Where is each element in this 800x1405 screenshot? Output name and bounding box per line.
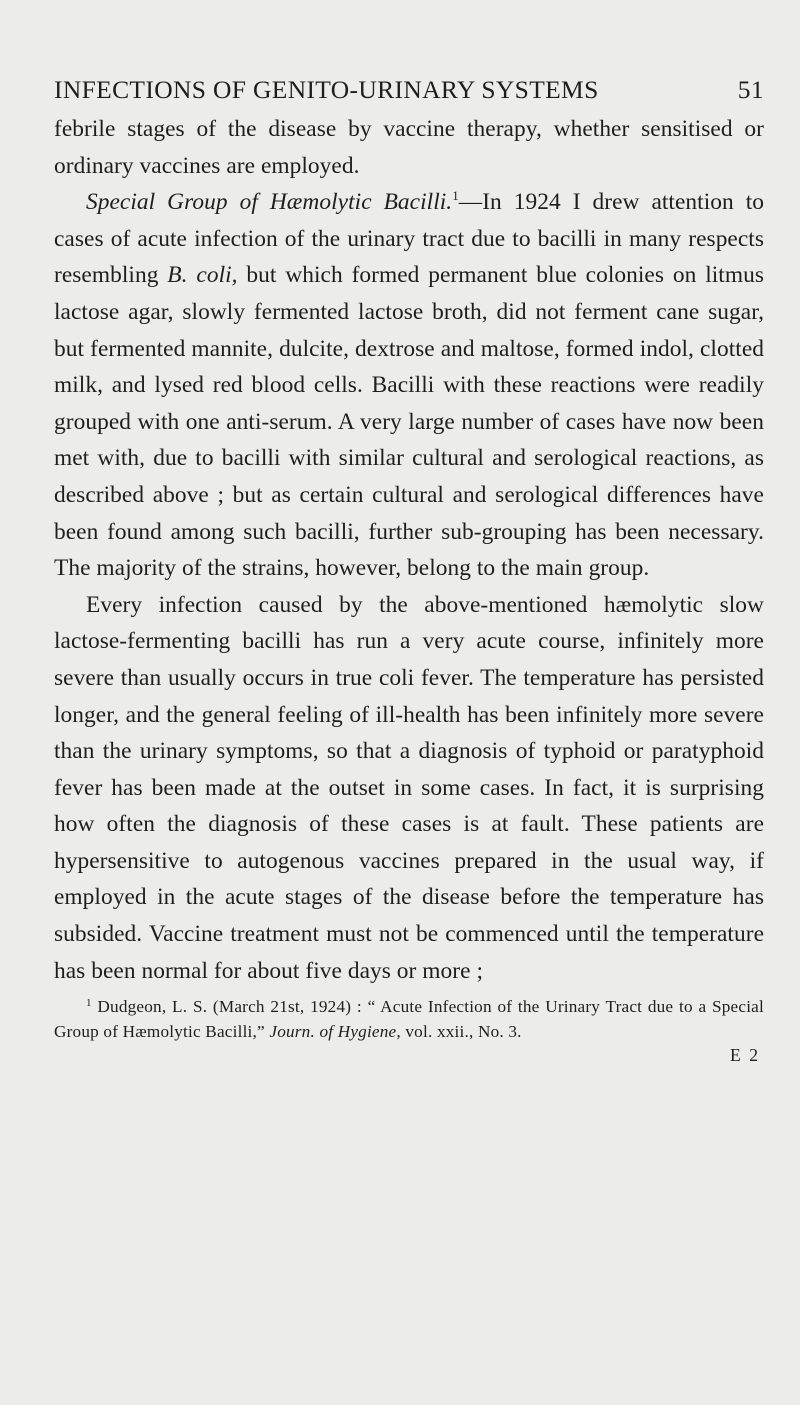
- printer-signature: E 2: [730, 1045, 760, 1066]
- organism-name: B. coli,: [167, 262, 238, 289]
- paragraph-infection-course: [54, 587, 764, 990]
- running-title: INFECTIONS OF GENITO-URINARY SYSTEMS: [54, 75, 599, 104]
- paragraph-text: febrile stages of the disease by vaccine therapy, whether sensitised or ordinary vaccines are employed.: [54, 116, 764, 179]
- running-header: [54, 70, 764, 110]
- section-heading: Special Group of Hæmolytic Bacilli.: [86, 189, 453, 216]
- paragraph-text: —In 1924 I drew attention to cases of acute infection of the urinary tract due to bacilli in many respects resembling: [54, 189, 764, 289]
- paragraph-continued: [54, 111, 764, 184]
- footnote-text: vol. xxii., No. 3.: [400, 1021, 522, 1041]
- footnote-marker: 1: [86, 997, 92, 1010]
- footnote-text: Dudgeon, L. S. (March 21st, 1924) : “ Acute Infection of the Urinary Tract due to a Special Group of Hæmolytic Bacilli,”: [54, 997, 764, 1041]
- paragraph-special-group: [54, 184, 764, 587]
- paragraph-text: but which formed permanent blue colonies on litmus lactose agar, slowly fermented lactose broth, did not ferment cane sugar, but fermented mannite, dulcite, dextrose and maltose, formed indol, clotted milk, and lysed red blood cells. Bacilli with these reactions were readily grouped with one anti-serum. A very large number of cases have now been met with, due to bacilli with similar cultural and serological reactions, as described above ; but as certain cultural and serological differences have been found among such bacilli, further sub-grouping has been necessary. The majority of the strains, however, belong to the main group.: [54, 262, 764, 582]
- body-text: [54, 111, 764, 989]
- footnote: [54, 995, 764, 1044]
- paragraph-text: Every infection caused by the above-mentioned hæmolytic slow lactose-fermenting bacilli has run a very acute course, infinitely more severe than usually occurs in true coli fever. The temperature has persisted longer, and the general feeling of ill-health has been infinitely more severe than the urinary symptoms, so that a diagnosis of typhoid or paratyphoid fever has been made at the outset in some cases. In fact, it is surprising how often the diagnosis of these cases is at fault. These patients are hypersensitive to autogenous vaccines prepared in the usual way, if employed in the acute stages of the disease before the temperature has subsided. Vaccine treatment must not be commenced until the temperature has been normal for about five days or more ;: [54, 591, 764, 984]
- journal-title: Journ. of Hygiene,: [269, 1021, 401, 1041]
- page-number: 51: [737, 75, 764, 104]
- footnote-reference: 1: [452, 188, 459, 204]
